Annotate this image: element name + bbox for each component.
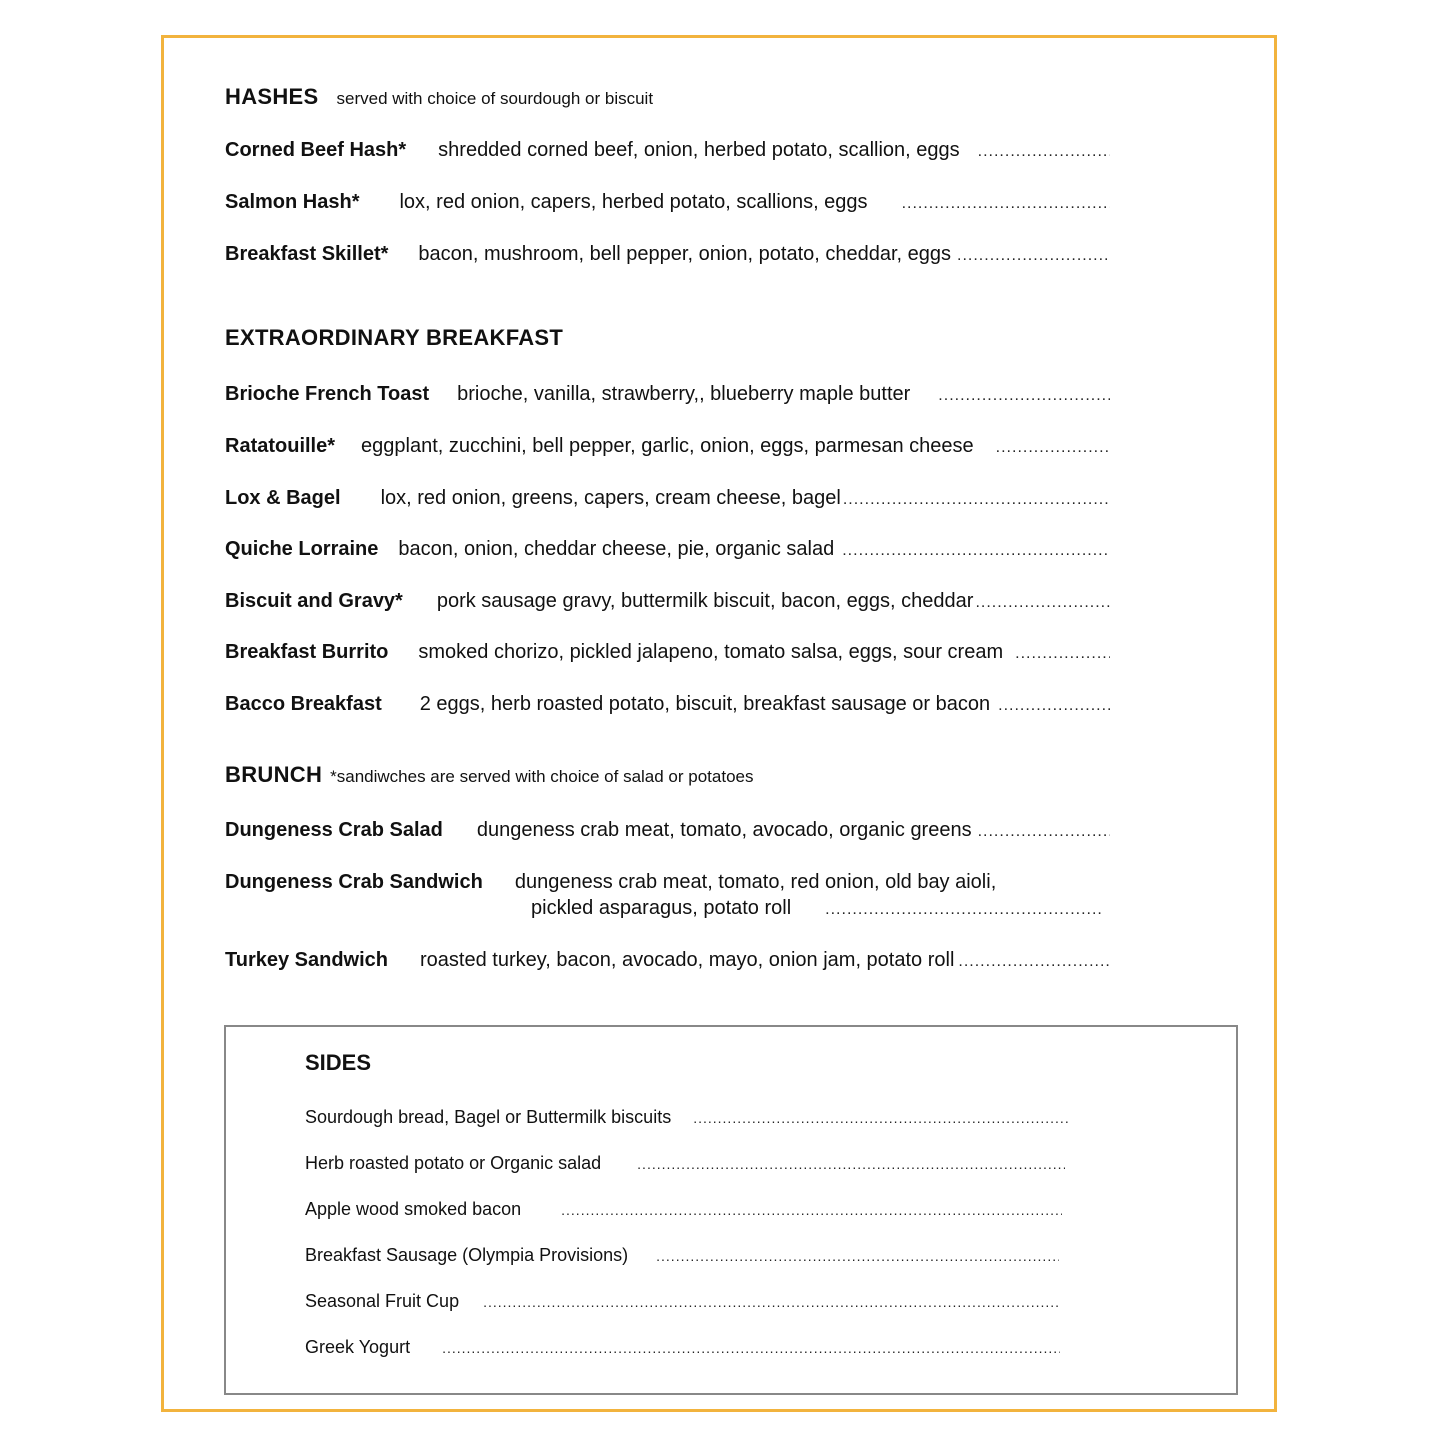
menu-item-corned-beef-hash (225, 137, 1110, 165)
item-name: Quiche Lorraine (225, 538, 379, 560)
side-name: Breakfast Sausage (Olympia Provisions) (305, 1245, 629, 1265)
leader-dots (483, 1290, 1059, 1314)
leader-dots (842, 538, 1110, 564)
leader-dots (561, 1198, 1062, 1222)
leader-dots (656, 1244, 1059, 1268)
side-item (305, 1105, 1068, 1130)
item-desc: lox, red onion, capers, herbed potato, scallions, eggs (399, 191, 868, 213)
item-desc: eggplant, zucchini, bell pepper, garlic, onion, eggs, parmesan cheese (361, 435, 974, 457)
item-desc: bacon, mushroom, bell pepper, onion, potato, cheddar, eggs (418, 243, 952, 265)
leader-dots (442, 1336, 1060, 1360)
menu-item-dungeness-crab-sandwich (225, 869, 1110, 895)
item-desc-line2: pickled asparagus, potato roll (531, 897, 792, 919)
item-desc: 2 eggs, herb roasted potato, biscuit, breakfast sausage or bacon (419, 693, 991, 715)
brunch-heading (225, 762, 754, 788)
item-desc: shredded corned beef, onion, herbed potato, scallion, eggs (438, 139, 960, 161)
item-name: Ratatouille* (225, 435, 336, 457)
side-item (305, 1197, 1062, 1222)
item-desc: bacon, onion, cheddar cheese, pie, organic salad (398, 538, 835, 560)
item-name: Corned Beef Hash* (225, 139, 407, 161)
leader-dots (843, 487, 1110, 513)
item-name: Lox & Bagel (225, 487, 341, 509)
side-item (305, 1335, 1060, 1360)
menu-item-bacco-breakfast (225, 691, 1110, 719)
item-name: Breakfast Burrito (225, 641, 389, 663)
menu-item-ratatouille (225, 433, 1110, 461)
item-desc: roasted turkey, bacon, avocado, mayo, onion jam, potato roll (420, 949, 955, 971)
side-item (305, 1289, 1059, 1314)
leader-dots (978, 819, 1110, 845)
leader-dots (1015, 641, 1110, 667)
menu-item-turkey-sandwich (225, 947, 1110, 975)
leader-dots (825, 897, 1104, 923)
menu-item-biscuit-and-gravy (225, 588, 1110, 616)
item-name: Dungeness Crab Sandwich (225, 871, 483, 893)
leader-dots (938, 383, 1110, 409)
item-name: Biscuit and Gravy* (225, 590, 403, 612)
leader-dots (998, 693, 1110, 719)
menu-item-breakfast-burrito (225, 639, 1110, 667)
leader-dots (975, 590, 1110, 616)
leader-dots (637, 1152, 1065, 1176)
leader-dots (693, 1106, 1068, 1130)
item-desc: brioche, vanilla, strawberry,, blueberry maple butter (457, 383, 911, 405)
menu-item-dungeness-crab-sandwich-line2 (531, 895, 1104, 923)
hashes-note: served with choice of sourdough or biscuit (336, 89, 654, 108)
item-name: Turkey Sandwich (225, 949, 389, 971)
side-name: Herb roasted potato or Organic salad (305, 1153, 602, 1173)
menu-item-dungeness-crab-salad (225, 817, 1110, 845)
item-name: Breakfast Skillet* (225, 243, 389, 265)
brunch-title: BRUNCH (225, 762, 323, 787)
item-name: Bacco Breakfast (225, 693, 382, 715)
brunch-note: *sandiwches are served with choice of salad or potatoes (330, 767, 754, 786)
menu-item-brioche-french-toast (225, 381, 1110, 409)
leader-dots (902, 191, 1110, 217)
sides-title: SIDES (305, 1050, 372, 1075)
item-desc: pork sausage gravy, buttermilk biscuit, bacon, eggs, cheddar (436, 590, 974, 612)
leader-dots (957, 243, 1110, 269)
leader-dots (996, 435, 1110, 461)
leader-dots (958, 949, 1110, 975)
hashes-heading (225, 84, 653, 110)
menu-item-quiche-lorraine (225, 536, 1110, 564)
extraordinary-title: EXTRAORDINARY BREAKFAST (225, 325, 564, 350)
item-desc: lox, red onion, greens, capers, cream cheese, bagel (380, 487, 841, 509)
side-name: Seasonal Fruit Cup (305, 1291, 460, 1311)
side-name: Apple wood smoked bacon (305, 1199, 522, 1219)
item-desc: dungeness crab meat, tomato, avocado, organic greens (476, 819, 972, 841)
item-desc: dungeness crab meat, tomato, red onion, old bay aioli, (514, 871, 997, 893)
side-item (305, 1151, 1065, 1176)
side-name: Greek Yogurt (305, 1337, 411, 1357)
side-name: Sourdough bread, Bagel or Buttermilk biscuits (305, 1107, 672, 1127)
menu-item-lox-bagel (225, 485, 1110, 513)
item-name: Salmon Hash* (225, 191, 360, 213)
extraordinary-heading (225, 325, 563, 351)
item-name: Brioche French Toast (225, 383, 430, 405)
leader-dots (978, 139, 1110, 165)
item-name: Dungeness Crab Salad (225, 819, 443, 841)
item-desc: smoked chorizo, pickled jalapeno, tomato salsa, eggs, sour cream (418, 641, 1004, 663)
side-item (305, 1243, 1059, 1268)
menu-item-breakfast-skillet (225, 241, 1110, 269)
hashes-title: HASHES (225, 84, 319, 109)
menu-item-salmon-hash (225, 189, 1110, 217)
